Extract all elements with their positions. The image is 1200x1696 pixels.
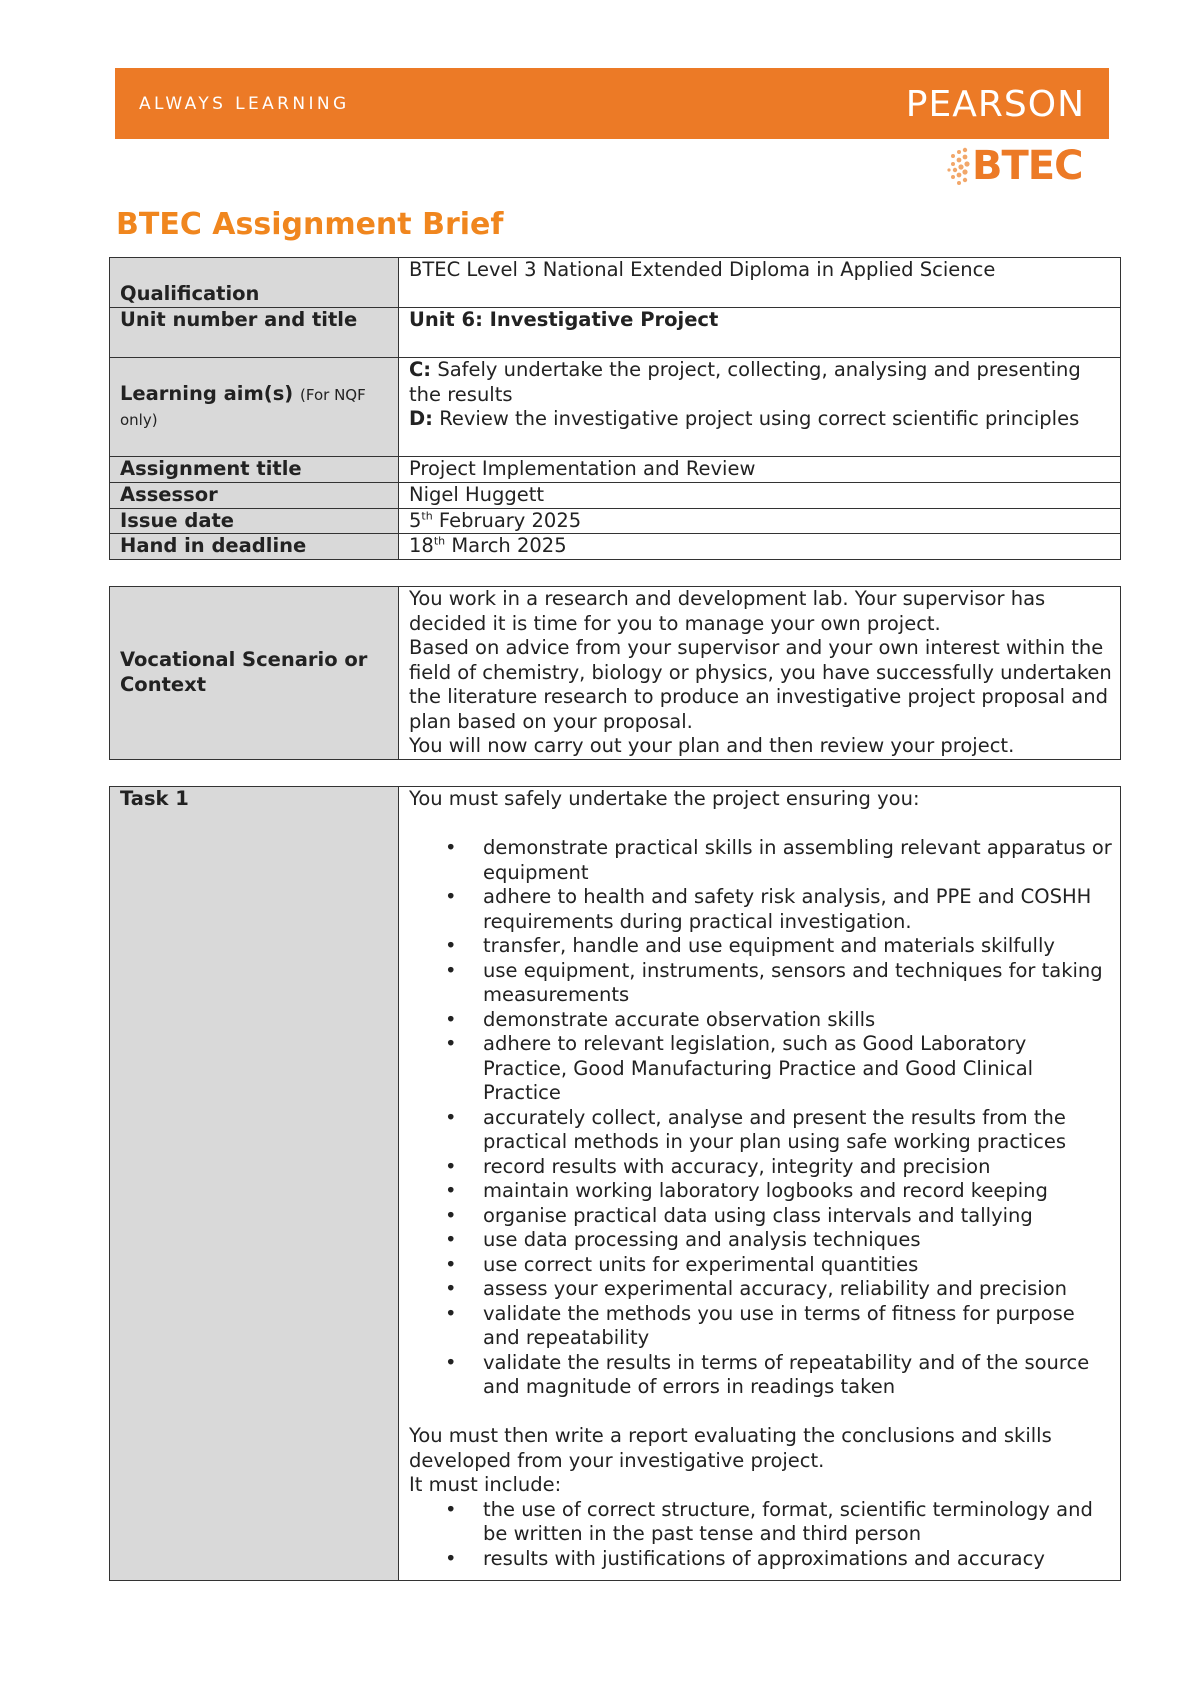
list-item: • use equipment, instruments, sensors and techniques for taking measurements xyxy=(483,959,1114,1008)
report-include: It must include: xyxy=(409,1473,562,1496)
aims-note: (For NQF only) xyxy=(120,385,366,429)
list-item: • validate the results in terms of repeatability and of the source and magnitude of errors in readings taken xyxy=(483,1351,1114,1400)
unit-value: Unit 6: Investigative Project xyxy=(399,308,1121,358)
assessor-value: Nigel Huggett xyxy=(399,483,1121,509)
list-item: • assess your experimental accuracy, reliability and precision xyxy=(483,1277,1114,1302)
aim-d-key: D: xyxy=(409,407,433,430)
deadline-suffix: th xyxy=(433,534,446,548)
task1-content xyxy=(399,787,1121,1581)
list-item: • accurately collect, analyse and present the results from the practical methods in your plan using safe working practices xyxy=(483,1106,1114,1155)
table-row xyxy=(110,483,1121,509)
table-row xyxy=(110,457,1121,483)
table-row xyxy=(110,587,1121,760)
assignment-label: Assignment title xyxy=(110,457,399,483)
list-item: • the use of correct structure, format, scientific terminology and be written in the past tense and third person xyxy=(483,1498,1114,1547)
tagline: ALWAYS LEARNING xyxy=(139,94,350,114)
assessor-label: Assessor xyxy=(110,483,399,509)
assignment-value: Project Implementation and Review xyxy=(399,457,1121,483)
list-item: • use correct units for experimental quantities xyxy=(483,1253,1114,1278)
list-item: • adhere to relevant legislation, such as Good Laboratory Practice, Good Manufacturing Practice and Good Clinical Practice xyxy=(483,1032,1114,1106)
task1-intro: You must safely undertake the project ensuring you: xyxy=(409,787,920,810)
scenario-label: Vocational Scenario or Context xyxy=(110,587,399,760)
qualification-value: BTEC Level 3 National Extended Diploma in Applied Science xyxy=(399,258,1121,308)
scenario-p3: You will now carry out your plan and then review your project. xyxy=(409,734,1015,757)
deadline-value xyxy=(399,534,1121,560)
list-item: • maintain working laboratory logbooks and record keeping xyxy=(483,1179,1114,1204)
deadline-rest: March 2025 xyxy=(451,534,567,557)
list-item: • organise practical data using class intervals and tallying xyxy=(483,1204,1114,1229)
btec-logo-text: BTEC xyxy=(972,143,1083,189)
list-item: • results with justifications of approximations and accuracy xyxy=(483,1547,1114,1572)
list-item: • demonstrate accurate observation skills xyxy=(483,1008,1114,1033)
issue-suffix: th xyxy=(421,509,433,522)
aim-d-text: Review the investigative project using correct scientific principles xyxy=(439,407,1080,430)
issue-date-value xyxy=(399,508,1121,534)
table-row xyxy=(110,308,1121,358)
list-item: • demonstrate practical skills in assembling relevant apparatus or equipment xyxy=(483,836,1114,885)
issue-date-label: Issue date xyxy=(110,508,399,534)
details-table xyxy=(109,257,1121,560)
deadline-day: 18 xyxy=(409,534,434,557)
scenario-p1: You work in a research and development lab. Your supervisor has decided it is time for you to manage your own project. xyxy=(409,587,1046,635)
list-item: • record results with accuracy, integrity and precision xyxy=(483,1155,1114,1180)
task1-list xyxy=(409,836,1114,1400)
list-item: • validate the methods you use in terms of fitness for purpose and repeatability xyxy=(483,1302,1114,1351)
unit-label: Unit number and title xyxy=(110,308,399,358)
qualification-label: Qualification xyxy=(110,258,399,308)
issue-rest: February 2025 xyxy=(438,508,582,532)
table-row xyxy=(110,258,1121,308)
report-intro: You must then write a report evaluating the conclusions and skills developed from your investigative project. xyxy=(409,1424,1052,1472)
aim-c-text: Safely undertake the project, collecting, analysing and presenting the results xyxy=(409,358,1081,406)
report-list xyxy=(409,1498,1114,1572)
list-item: • adhere to health and safety risk analysis, and PPE and COSHH requirements during practical investigation. xyxy=(483,885,1114,934)
table-row xyxy=(110,534,1121,560)
aim-d xyxy=(409,407,1114,432)
aim-c xyxy=(409,358,1114,407)
list-item: • transfer, handle and use equipment and materials skilfully xyxy=(483,934,1114,959)
aim-c-key: C: xyxy=(409,358,432,381)
scenario-p2: Based on advice from your supervisor and your own interest within the field of chemistry, biology or physics, you have successfully undertaken the literature research to produce an investigative project proposal and plan based on your proposal. xyxy=(409,636,1112,733)
table-row xyxy=(110,508,1121,534)
aims-value xyxy=(399,358,1121,457)
scenario-table xyxy=(109,586,1121,760)
aims-label-text: Learning aim(s) xyxy=(120,381,294,405)
aims-label xyxy=(110,358,399,457)
deadline-label: Hand in deadline xyxy=(110,534,399,560)
issue-day: 5 xyxy=(409,508,422,532)
page-title: BTEC Assignment Brief xyxy=(116,207,504,242)
list-item: • use data processing and analysis techniques xyxy=(483,1228,1114,1253)
table-row xyxy=(110,787,1121,1581)
table-row xyxy=(110,358,1121,457)
scenario-text xyxy=(399,587,1121,760)
pearson-logo: PEARSON xyxy=(905,84,1085,125)
task1-table xyxy=(109,786,1121,1581)
task1-label: Task 1 xyxy=(110,787,399,1581)
